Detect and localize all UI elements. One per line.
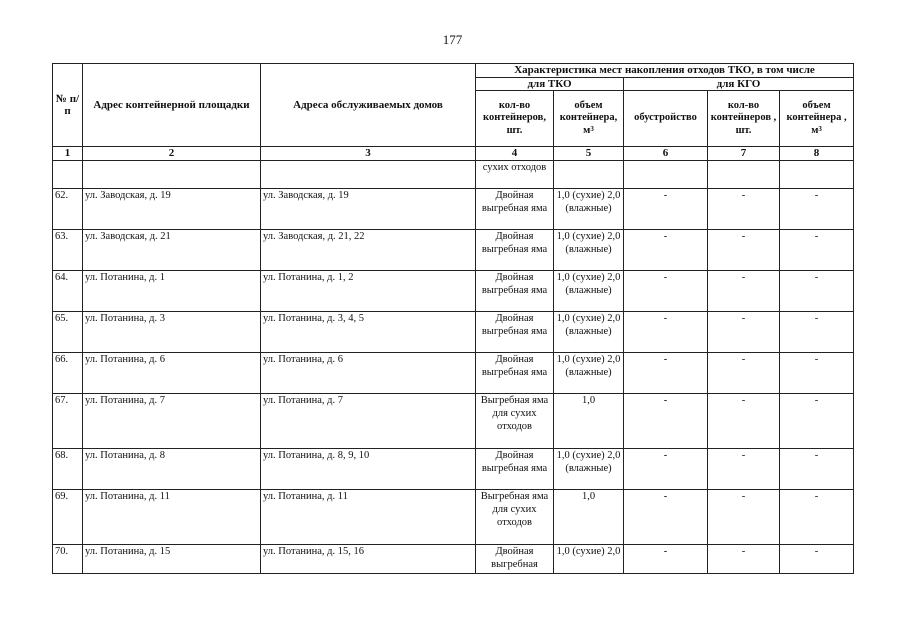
cell-kvolume: - [780, 489, 854, 544]
cell-kvolume: - [780, 448, 854, 489]
column-number: 1 [53, 147, 83, 161]
table-row [53, 393, 854, 448]
cell-facility: - [624, 489, 708, 544]
header-tko: для ТКО [476, 77, 624, 91]
cell-addr: ул. Потанина, д. 11 [83, 489, 261, 544]
column-number: 2 [83, 147, 261, 161]
cell-addr: ул. Потанина, д. 1 [83, 270, 261, 311]
header-tko-volume-sup: 3 [590, 124, 594, 133]
cell-count: Двойная выгребная яма [476, 270, 554, 311]
cell-volume [554, 160, 624, 188]
cell-volume: 1,0 (сухие) 2,0 (влажные) [554, 188, 624, 229]
cell-n: 64. [53, 270, 83, 311]
cell-n [53, 160, 83, 188]
table-row [53, 311, 854, 352]
header-tko-count: кол-во контейнеров, шт. [476, 91, 554, 147]
cell-volume: 1,0 (сухие) 2,0 (влажные) [554, 311, 624, 352]
column-number: 4 [476, 147, 554, 161]
cell-facility: - [624, 270, 708, 311]
cell-n: 65. [53, 311, 83, 352]
cell-kcount: - [708, 544, 780, 573]
cell-volume: 1,0 [554, 489, 624, 544]
header-kgo-volume-sup: 3 [818, 124, 822, 133]
table-row [53, 270, 854, 311]
table-row [53, 544, 854, 573]
cell-n: 68. [53, 448, 83, 489]
cell-kcount [708, 160, 780, 188]
header-kgo-count: кол-во контейнеров , шт. [708, 91, 780, 147]
cell-kvolume: - [780, 270, 854, 311]
cell-facility: - [624, 393, 708, 448]
cell-houses: ул. Потанина, д. 11 [261, 489, 476, 544]
cell-n: 62. [53, 188, 83, 229]
cell-facility: - [624, 188, 708, 229]
cell-volume: 1,0 (сухие) 2,0 [554, 544, 624, 573]
cell-n: 63. [53, 229, 83, 270]
cell-kcount: - [708, 311, 780, 352]
cell-houses: ул. Заводская, д. 21, 22 [261, 229, 476, 270]
cell-houses: ул. Потанина, д. 6 [261, 352, 476, 393]
cell-houses: ул. Потанина, д. 8, 9, 10 [261, 448, 476, 489]
header-kgo-volume [780, 91, 854, 147]
cell-kcount: - [708, 393, 780, 448]
page-number: 177 [442, 32, 463, 47]
header-kgo-facility: обустройство [624, 91, 708, 147]
cell-facility: - [624, 544, 708, 573]
cell-addr [83, 160, 261, 188]
cell-houses: ул. Потанина, д. 7 [261, 393, 476, 448]
cell-addr: ул. Потанина, д. 15 [83, 544, 261, 573]
cell-kcount: - [708, 352, 780, 393]
cell-volume: 1,0 [554, 393, 624, 448]
column-number: 7 [708, 147, 780, 161]
cell-n: 70. [53, 544, 83, 573]
cell-addr: ул. Потанина, д. 8 [83, 448, 261, 489]
header-kgo-volume-text: объем контейнера , м [786, 99, 847, 136]
header-tko-volume [554, 91, 624, 147]
cell-count: Двойная выгребная яма [476, 311, 554, 352]
cell-count: Двойная выгребная яма [476, 448, 554, 489]
cell-addr: ул. Заводская, д. 21 [83, 229, 261, 270]
table-row [53, 229, 854, 270]
header-address: Адрес контейнерной площадки [83, 64, 261, 147]
column-number: 5 [554, 147, 624, 161]
table-row [53, 489, 854, 544]
cell-volume: 1,0 (сухие) 2,0 (влажные) [554, 270, 624, 311]
header-houses: Адреса обслуживаемых домов [261, 64, 476, 147]
cell-n: 66. [53, 352, 83, 393]
cell-count: Выгребная яма для сухих отходов [476, 393, 554, 448]
cell-kvolume: - [780, 311, 854, 352]
column-number: 6 [624, 147, 708, 161]
header-num: № п/п [53, 64, 83, 147]
cell-facility: - [624, 229, 708, 270]
cell-facility: - [624, 311, 708, 352]
cell-volume: 1,0 (сухие) 2,0 (влажные) [554, 352, 624, 393]
cell-kcount: - [708, 188, 780, 229]
table-header [53, 64, 854, 161]
cell-kvolume: - [780, 544, 854, 573]
header-characteristic: Характеристика мест накопления отходов ТКО, в том числе [476, 64, 854, 78]
cell-kcount: - [708, 448, 780, 489]
cell-n: 69. [53, 489, 83, 544]
cell-volume: 1,0 (сухие) 2,0 (влажные) [554, 229, 624, 270]
cell-facility: - [624, 448, 708, 489]
table-row [53, 188, 854, 229]
cell-facility: - [624, 352, 708, 393]
cell-kcount: - [708, 229, 780, 270]
cell-kcount: - [708, 270, 780, 311]
cell-kvolume: - [780, 188, 854, 229]
cell-houses: ул. Заводская, д. 19 [261, 188, 476, 229]
cell-kvolume: - [780, 393, 854, 448]
table-body [53, 160, 854, 573]
cell-n: 67. [53, 393, 83, 448]
column-number: 8 [780, 147, 854, 161]
cell-addr: ул. Потанина, д. 3 [83, 311, 261, 352]
cell-addr: ул. Заводская, д. 19 [83, 188, 261, 229]
waste-sites-table [52, 63, 854, 574]
cell-houses [261, 160, 476, 188]
cell-addr: ул. Потанина, д. 7 [83, 393, 261, 448]
cell-addr: ул. Потанина, д. 6 [83, 352, 261, 393]
cell-houses: ул. Потанина, д. 3, 4, 5 [261, 311, 476, 352]
table-row [53, 352, 854, 393]
cell-kvolume [780, 160, 854, 188]
cell-kvolume: - [780, 229, 854, 270]
table-row [53, 160, 854, 188]
cell-volume: 1,0 (сухие) 2,0 (влажные) [554, 448, 624, 489]
cell-count: Двойная выгребная яма [476, 229, 554, 270]
cell-kcount: - [708, 489, 780, 544]
cell-houses: ул. Потанина, д. 15, 16 [261, 544, 476, 573]
cell-houses: ул. Потанина, д. 1, 2 [261, 270, 476, 311]
table-row [53, 448, 854, 489]
header-kgo: для КГО [624, 77, 854, 91]
cell-count: Двойная выгребная яма [476, 352, 554, 393]
cell-count: Двойная выгребная яма [476, 188, 554, 229]
cell-facility [624, 160, 708, 188]
column-number: 3 [261, 147, 476, 161]
cell-count: Выгребная яма для сухих отходов [476, 489, 554, 544]
cell-kvolume: - [780, 352, 854, 393]
header-tko-volume-text: объем контейнера, м [559, 99, 618, 136]
cell-count: Двойная выгребная [476, 544, 554, 573]
cell-count: сухих отходов [476, 160, 554, 188]
